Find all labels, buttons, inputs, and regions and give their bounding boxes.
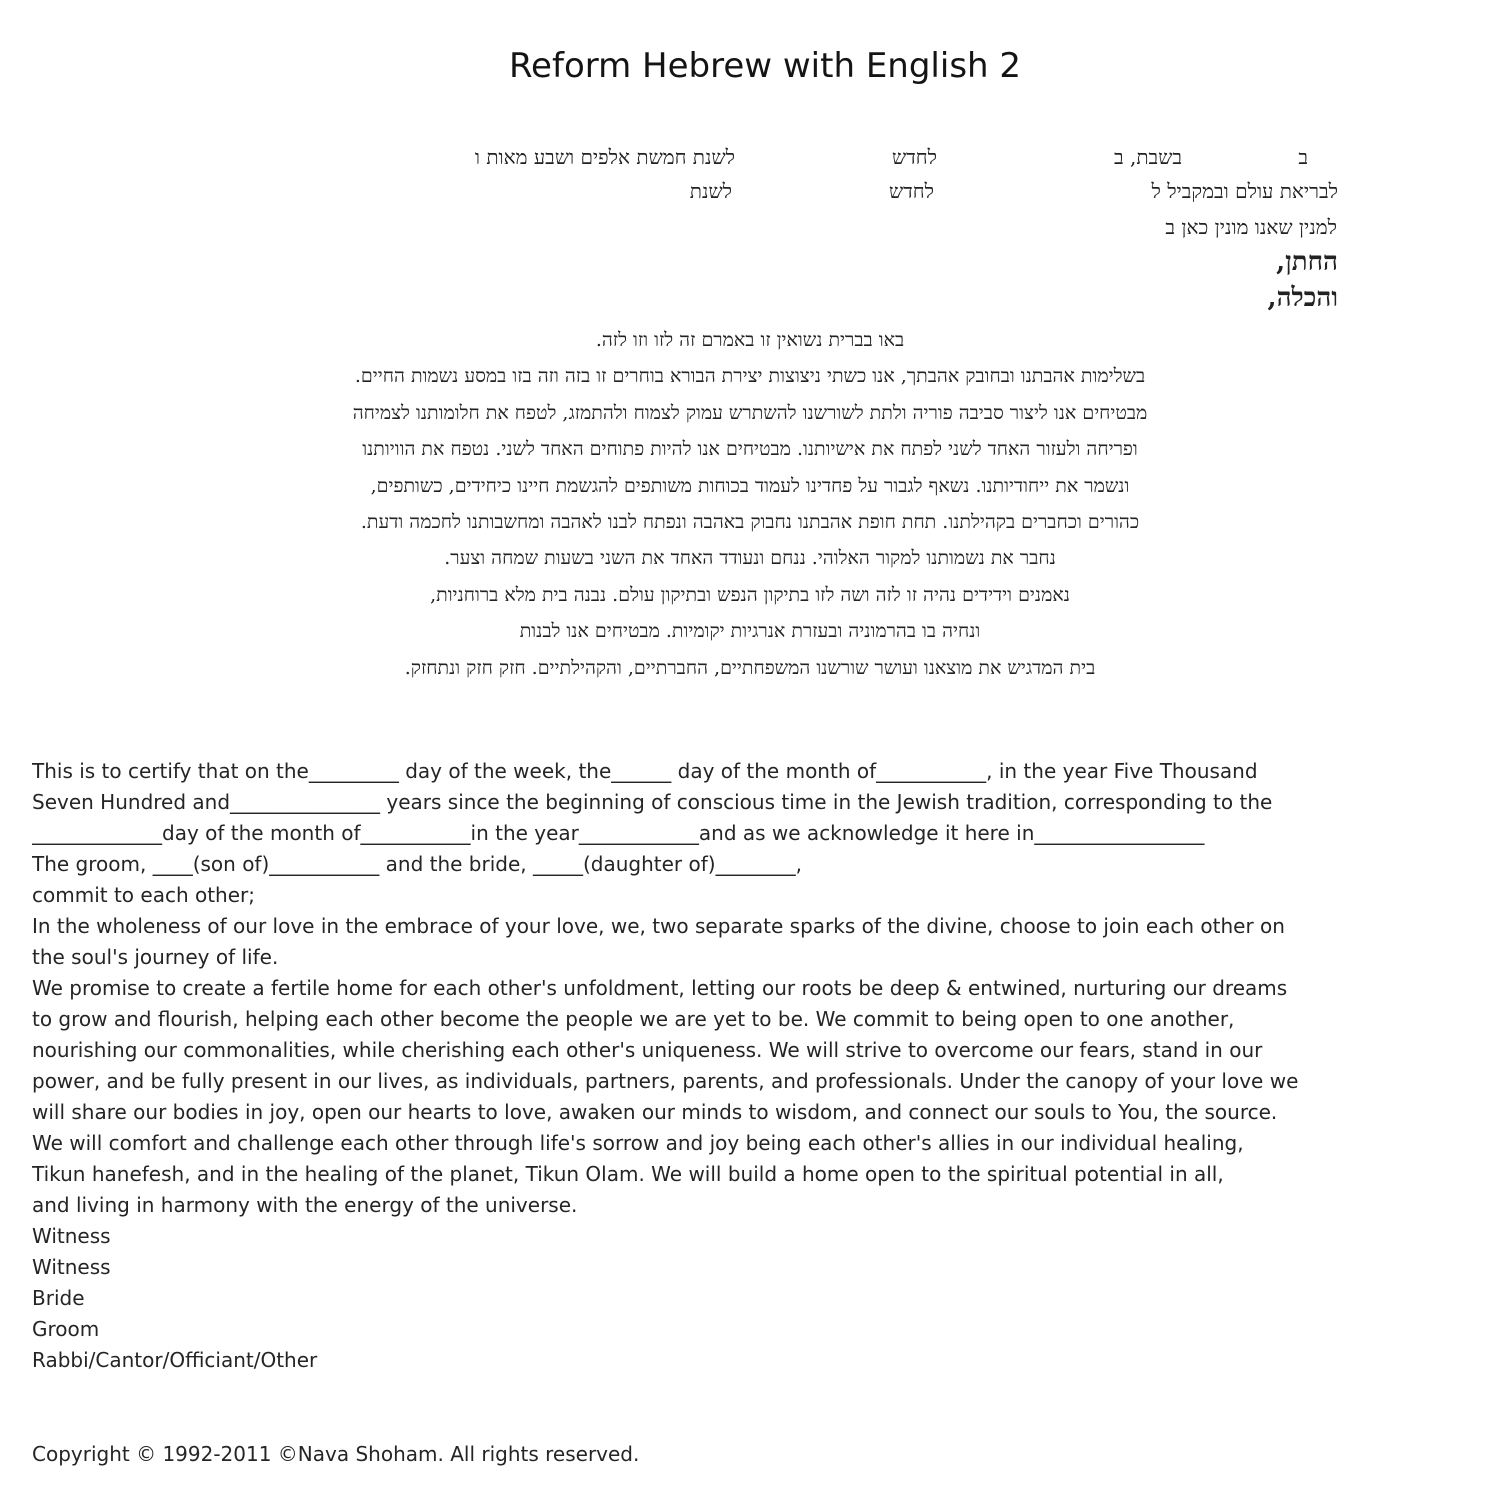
hebrew-line: באו בברית נשואין זו באמרם זה לזו וזו לזה. <box>595 329 905 351</box>
hebrew-line: ונחיה בו בהרמוניה ובעזרת אנרגיות יקומיות. מבטיחים אנו לבנות <box>519 620 981 643</box>
english-line: _____________day of the month of___________in the year____________and as we acknowledge it here in_________________ <box>32 821 1205 845</box>
hebrew-month-label: לחדש <box>892 145 937 169</box>
english-body <box>32 756 1472 1376</box>
english-line: and living in harmony with the energy of the universe. <box>32 1193 578 1217</box>
hebrew-year-label-2: לשנת <box>689 179 732 203</box>
english-line: The groom, ____(son of)___________ and the bride, _____(daughter of)________, <box>32 852 802 876</box>
hebrew-shabbat: בשבת, ב <box>1114 145 1182 169</box>
hebrew-line: נאמנים וידידים נהיה זו לזה ושה לזו בתיקון הנפש ובתיקון עולם. נבנה בית מלא ברוחניות, <box>430 583 1070 606</box>
english-line: commit to each other; <box>32 883 255 907</box>
hebrew-line: ופריחה ולעזור האחד לשני לפתח את אישיותנו. מבטיחים אנו להיות פתוחים האחד לשני. נטפח את הוויותנו <box>362 438 1138 461</box>
hebrew-year-label: לשנת חמשת אלפים ושבע מאות ו <box>474 145 735 169</box>
signature-label-witness: Witness <box>32 1224 111 1248</box>
hebrew-groom: החתן, <box>1276 247 1338 277</box>
english-line: will share our bodies in joy, open our hearts to love, awaken our minds to wisdom, and connect our souls to You, the source. <box>32 1100 1278 1124</box>
signature-label-bride: Bride <box>32 1286 85 1310</box>
english-line: In the wholeness of our love in the embrace of your love, we, two separate sparks of the divine, choose to join each other on <box>32 914 1285 938</box>
copyright-notice: Copyright © 1992-2011 ©Nava Shoham. All rights reserved. <box>32 1442 640 1466</box>
hebrew-line: מבטיחים אנו ליצור סביבה פוריה ולתת לשורשנו להשתרש עמוק לצמוח ולהתמזג, לטפח את חלומותנו לצמיחה <box>352 401 1148 424</box>
hebrew-body <box>200 322 1300 686</box>
signature-label-witness: Witness <box>32 1255 111 1279</box>
english-line: to grow and flourish, helping each other become the people we are yet to be. We commit to being open to one another, <box>32 1007 1235 1031</box>
hebrew-line: ונשמר את ייחודיותנו. נשאף לגבור על פחדינו לעמוד בכוחות משותפים להגשמת חיינו כיחידים, כשותפים, <box>370 474 1130 497</box>
english-line: This is to certify that on the_________ day of the week, the______ day of the month of___________, in the year Five Thousand <box>32 759 1258 783</box>
english-line: Tikun hanefesh, and in the healing of the planet, Tikun Olam. We will build a home open to the spiritual potential in all, <box>32 1162 1224 1186</box>
english-line: We will comfort and challenge each other through life's sorrow and joy being each other's allies in our individual healing, <box>32 1131 1244 1155</box>
english-line: the soul's journey of life. <box>32 945 279 969</box>
hebrew-day-letter: ב <box>1298 145 1308 169</box>
english-line: We promise to create a fertile home for each other's unfoldment, letting our roots be deep & entwined, nurturing our dreams <box>32 976 1288 1000</box>
english-line: nourishing our commonalities, while cherishing each other's uniqueness. We will strive to overcome our fears, stand in our <box>32 1038 1263 1062</box>
hebrew-line: נחבר את נשמותנו למקור האלוהי. ננחם ונעודד האחד את השני בשעות שמחה וצער. <box>444 547 1056 570</box>
hebrew-place-line: למנין שאנו מונין כאן ב <box>1165 215 1337 239</box>
english-line: Seven Hundred and_______________ years since the beginning of conscious time in the Jewish tradition, corresponding to the <box>32 790 1273 814</box>
english-line: power, and be fully present in our lives, as individuals, partners, parents, and professionals. Under the canopy of your love we <box>32 1069 1299 1093</box>
signature-label-groom: Groom <box>32 1317 100 1341</box>
hebrew-month-label-2: לחדש <box>889 179 934 203</box>
hebrew-line: בשלימות אהבתנו ובחובק אהבתך, אנו כשתי ניצוצות יצירת הבורא בוחרים זו בזה וזה בזו במסע נשמות החיים. <box>354 365 1146 388</box>
hebrew-line: בית המדגיש את מוצאנו ועושר שורשנו המשפחתיים, החברתיים, והקהילתיים. חזק חזק ונתחזק. <box>404 656 1096 679</box>
signature-label-officiant: Rabbi/Cantor/Officiant/Other <box>32 1348 318 1372</box>
hebrew-creation-line: לבריאת עולם ובמקביל ל <box>1151 179 1338 203</box>
hebrew-bride: והכלה, <box>1267 283 1338 313</box>
page-title: Reform Hebrew with English 2 <box>508 46 1022 86</box>
hebrew-line: כהורים וכחברים בקהילתנו. תחת חופת אהבתנו נחבוק באהבה ונפתח לבנו לאהבה ומחשבותנו לחכמה ודעת. <box>360 510 1140 533</box>
